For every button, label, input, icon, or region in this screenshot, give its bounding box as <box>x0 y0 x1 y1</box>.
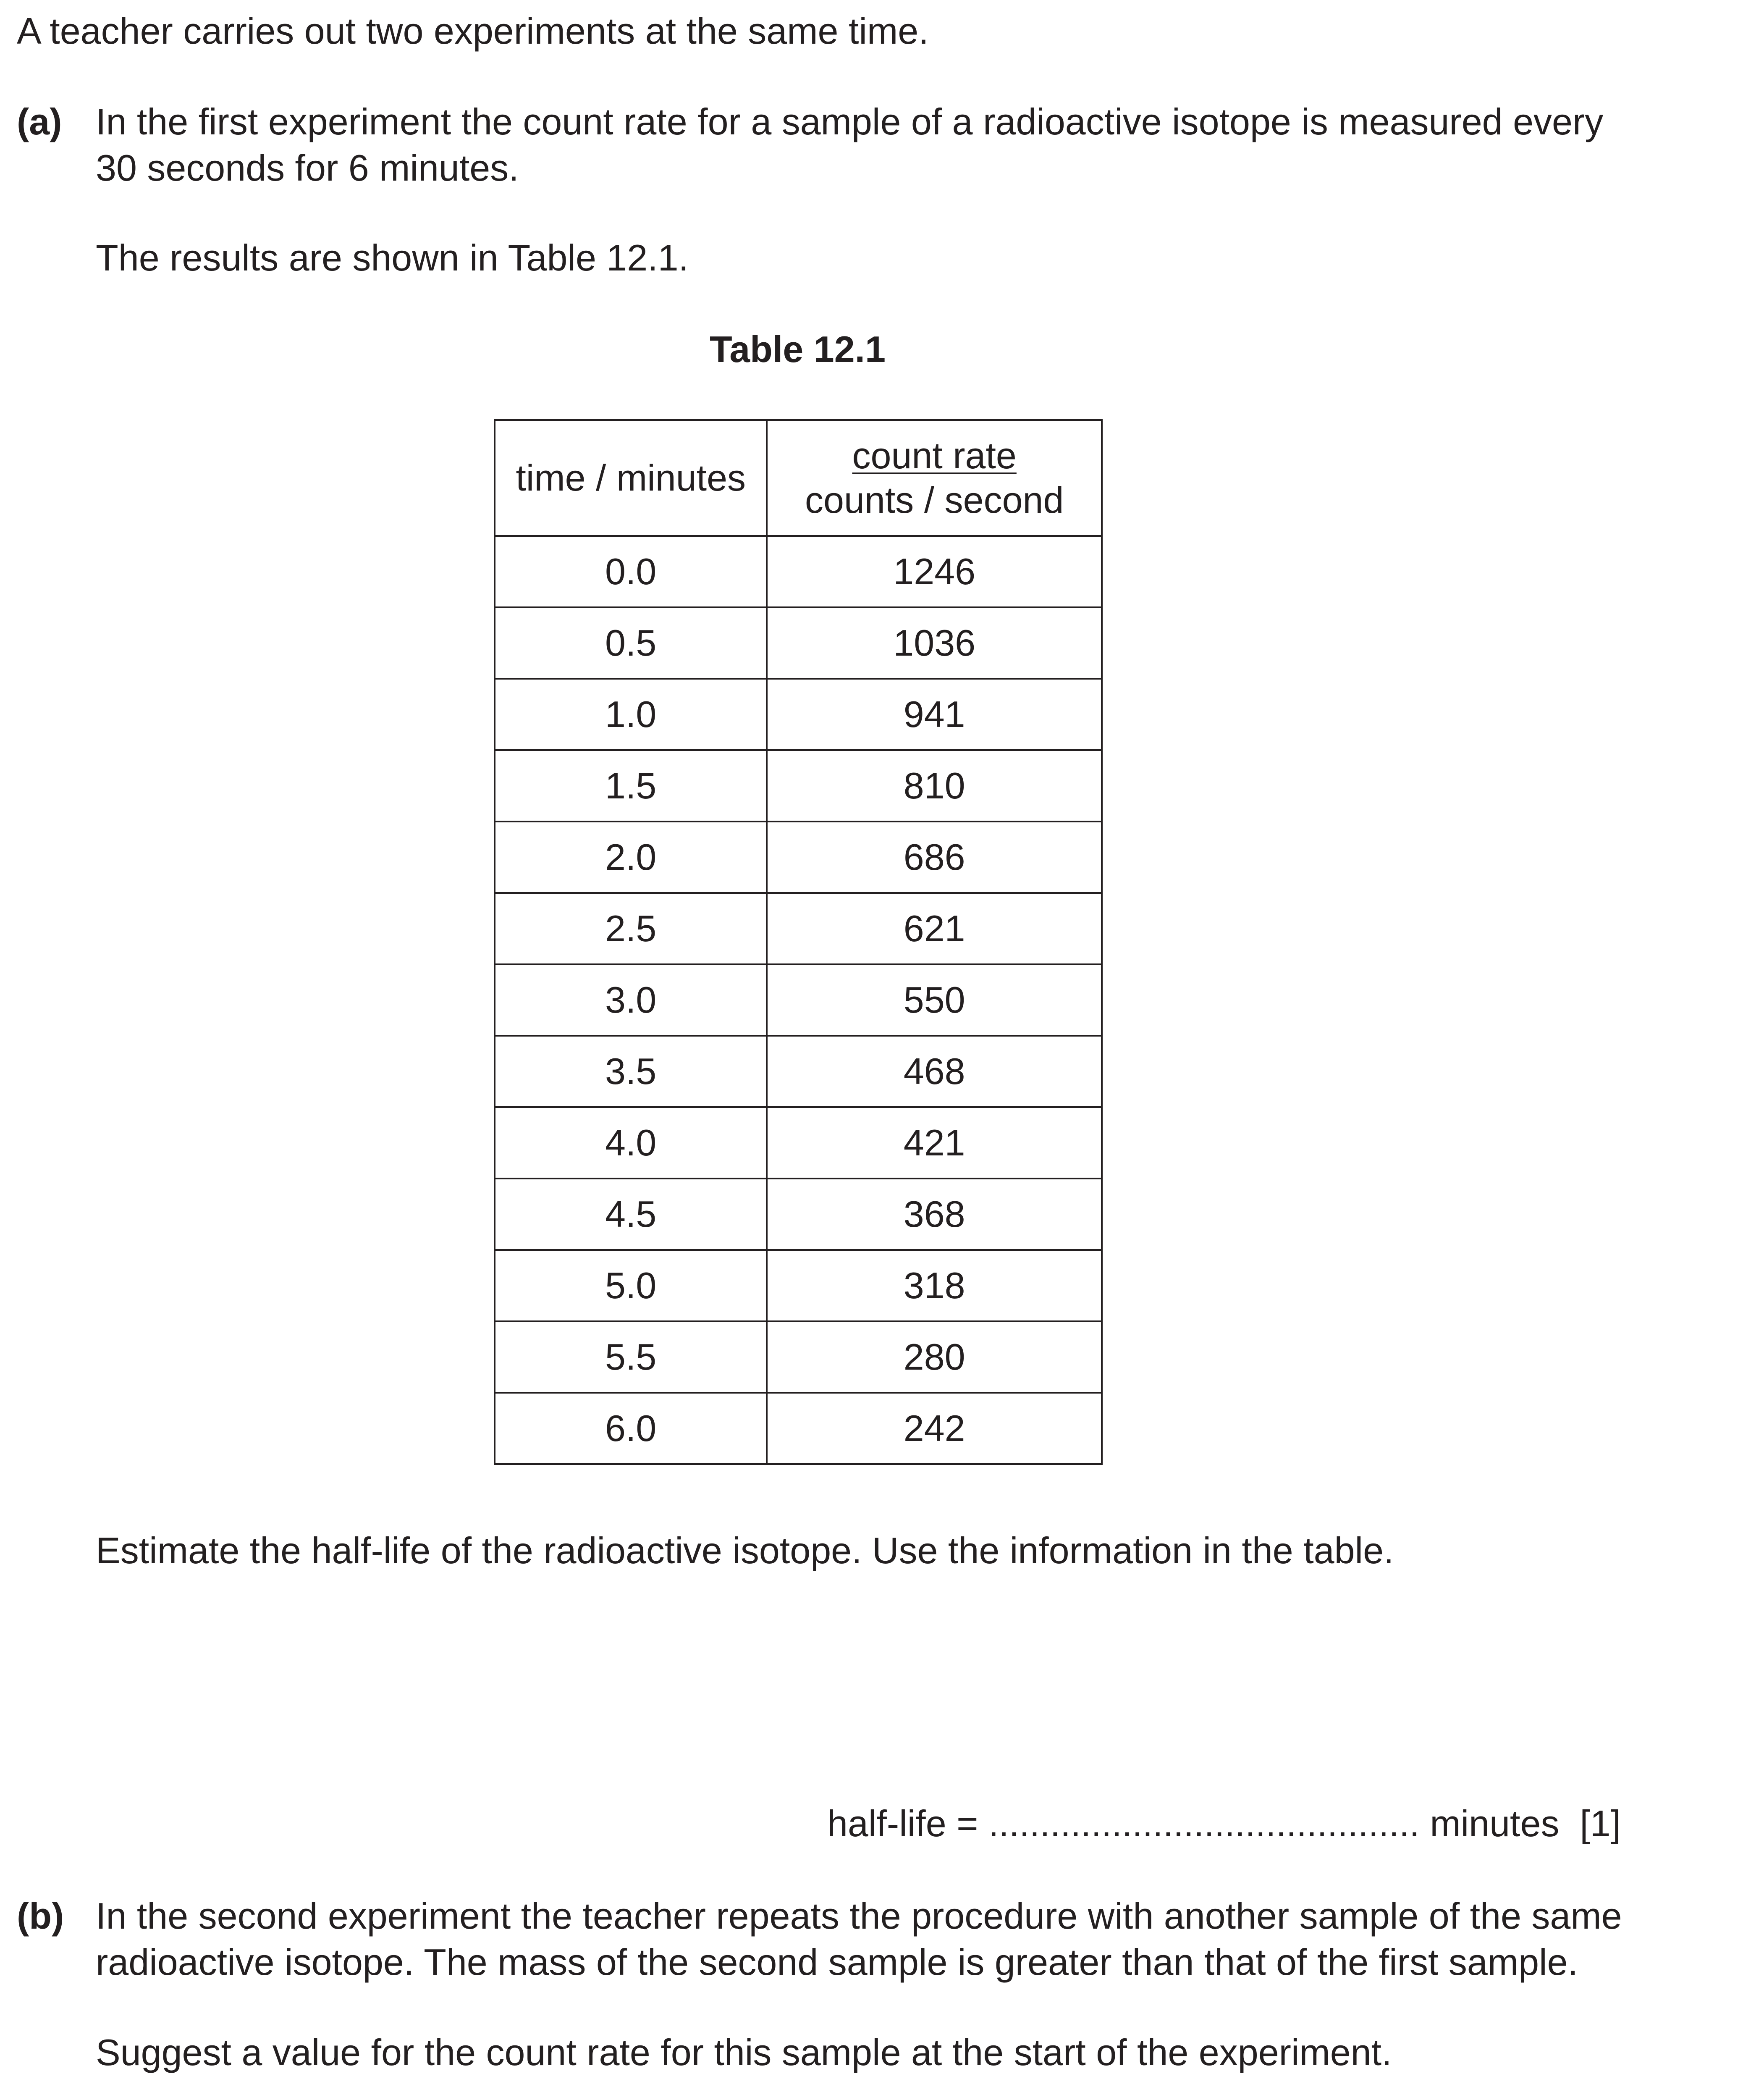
part-a-line2: 30 seconds for 6 minutes. <box>96 147 519 189</box>
table-row <box>495 1250 1102 1321</box>
header-count-rate <box>767 420 1102 536</box>
header-time: time / minutes <box>495 420 767 536</box>
count-cell: 368 <box>767 1179 1102 1250</box>
table-row <box>495 1179 1102 1250</box>
table-row <box>495 893 1102 964</box>
table-title: Table 12.1 <box>710 328 886 370</box>
time-cell: 3.0 <box>495 964 767 1036</box>
table-row <box>495 1107 1102 1179</box>
time-cell: 6.0 <box>495 1393 767 1464</box>
part-b-line1: In the second experiment the teacher repeats the procedure with another sample of the same <box>96 1895 1622 1937</box>
time-cell: 2.0 <box>495 822 767 893</box>
half-life-marks: [1] <box>1580 1803 1621 1844</box>
time-cell: 4.5 <box>495 1179 767 1250</box>
table-header-row <box>495 420 1102 536</box>
table-row <box>495 964 1102 1036</box>
time-cell: 4.0 <box>495 1107 767 1179</box>
estimate-question: Estimate the half-life of the radioactive isotope. Use the information in the table. <box>96 1530 1394 1571</box>
count-cell: 810 <box>767 750 1102 822</box>
part-a-label: (a) <box>17 101 62 142</box>
count-cell: 242 <box>767 1393 1102 1464</box>
half-life-answer-field[interactable]: .......................................... <box>988 1803 1420 1844</box>
part-a-line1: In the first experiment the count rate for a sample of a radioactive isotope is measured every <box>96 101 1604 142</box>
count-cell: 421 <box>767 1107 1102 1179</box>
table-row <box>495 822 1102 893</box>
count-cell: 550 <box>767 964 1102 1036</box>
table-row <box>495 750 1102 822</box>
time-cell: 2.5 <box>495 893 767 964</box>
header-count-rate-top: count rate <box>852 435 1017 477</box>
count-cell: 318 <box>767 1250 1102 1321</box>
count-cell: 468 <box>767 1036 1102 1107</box>
time-cell: 5.5 <box>495 1321 767 1393</box>
time-cell: 5.0 <box>495 1250 767 1321</box>
time-cell: 1.5 <box>495 750 767 822</box>
results-table <box>494 419 1103 1465</box>
table-row <box>495 1036 1102 1107</box>
count-cell: 280 <box>767 1321 1102 1393</box>
table-row <box>495 1393 1102 1464</box>
count-cell: 1246 <box>767 536 1102 607</box>
count-cell: 686 <box>767 822 1102 893</box>
time-cell: 0.0 <box>495 536 767 607</box>
table-row <box>495 1321 1102 1393</box>
half-life-answer-line <box>827 1802 1621 1845</box>
results-text: The results are shown in Table 12.1. <box>96 237 689 278</box>
count-cell: 941 <box>767 679 1102 750</box>
suggest-question: Suggest a value for the count rate for this sample at the start of the experiment. <box>96 2032 1392 2073</box>
part-b-label: (b) <box>17 1895 64 1937</box>
time-cell: 0.5 <box>495 607 767 679</box>
intro-text: A teacher carries out two experiments at the same time. <box>17 10 929 52</box>
count-cell: 621 <box>767 893 1102 964</box>
table-row <box>495 679 1102 750</box>
half-life-label: half-life = <box>827 1803 978 1844</box>
half-life-unit: minutes <box>1430 1803 1560 1844</box>
time-cell: 1.0 <box>495 679 767 750</box>
part-b-line2: radioactive isotope. The mass of the second sample is greater than that of the first sample. <box>96 1941 1578 1983</box>
table-row <box>495 607 1102 679</box>
count-cell: 1036 <box>767 607 1102 679</box>
table-row <box>495 536 1102 607</box>
time-cell: 3.5 <box>495 1036 767 1107</box>
header-count-rate-unit: counts / second <box>805 479 1064 521</box>
